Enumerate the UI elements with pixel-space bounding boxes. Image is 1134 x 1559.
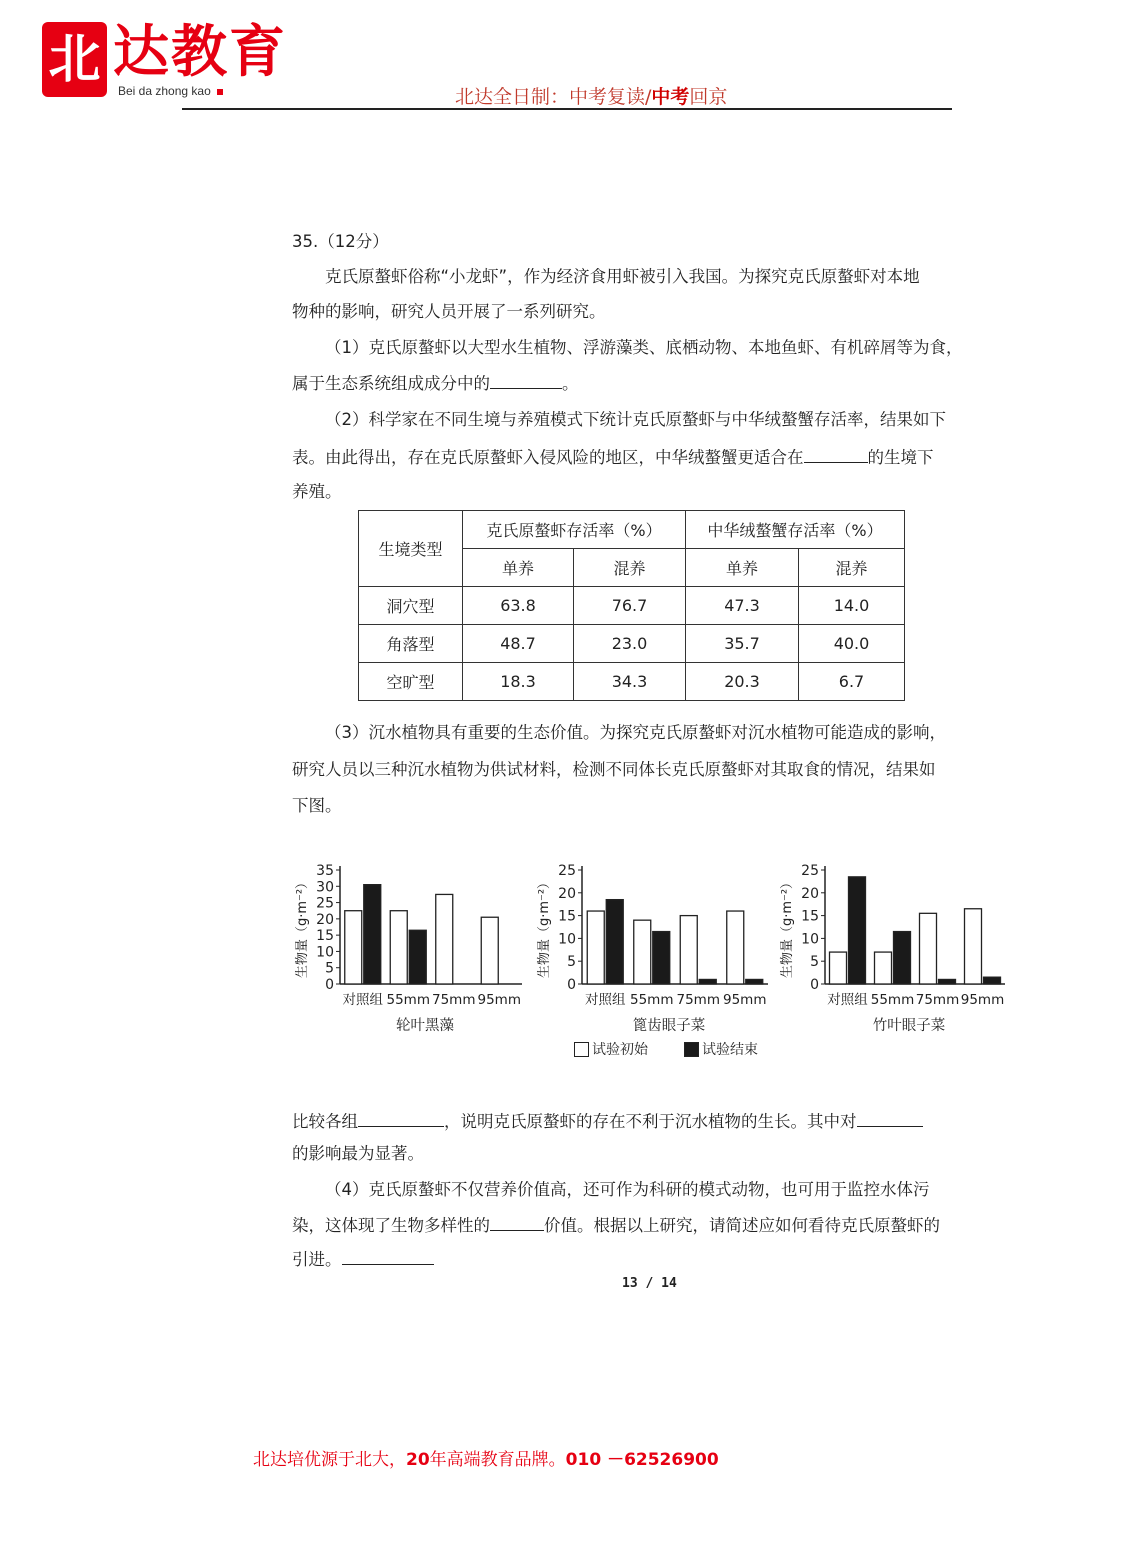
table-row bbox=[359, 625, 905, 663]
table-row bbox=[359, 663, 905, 701]
part3-line-4 bbox=[292, 1110, 923, 1132]
part3-text-a: 比较各组 bbox=[292, 1112, 358, 1131]
table-row-label: 角落型 bbox=[359, 625, 463, 663]
table-corner: 生境类型 bbox=[359, 511, 463, 587]
bar-end bbox=[409, 930, 426, 984]
part2-line-2 bbox=[292, 446, 934, 468]
part1-line-2 bbox=[292, 372, 579, 394]
chart-title: 轮叶黑藻 bbox=[396, 1018, 454, 1034]
part4-text-b: 价值。根据以上研究，请简述应如何看待克氏原螯虾的 bbox=[544, 1216, 940, 1235]
part4-line-2 bbox=[292, 1214, 940, 1236]
answer-blank-2[interactable] bbox=[804, 446, 868, 463]
biomass-charts bbox=[290, 860, 1010, 1070]
table-cell: 23.0 bbox=[574, 625, 686, 663]
bar-start bbox=[875, 952, 892, 984]
part1-line-1: （1）克氏原螯虾以大型水生植物、浮游藻类、底栖动物、本地鱼虾、有机碎屑等为食， bbox=[325, 338, 963, 357]
footer-text-b: 20 bbox=[406, 1450, 430, 1470]
y-tick-label: 0 bbox=[567, 977, 576, 993]
table-cell: 14.0 bbox=[799, 587, 905, 625]
part2-line-1: （2）科学家在不同生境与养殖模式下统计克氏原螯虾与中华绒螯蟹存活率，结果如下 bbox=[325, 410, 946, 429]
x-tick-label: 95mm bbox=[960, 992, 1005, 1008]
bar-end bbox=[894, 932, 911, 984]
bar-end bbox=[606, 900, 623, 984]
table-group-crayfish: 克氏原螯虾存活率（%） bbox=[463, 511, 686, 549]
table-subheader: 单养 bbox=[463, 549, 574, 587]
y-tick-label: 10 bbox=[801, 931, 819, 948]
table-cell: 6.7 bbox=[799, 663, 905, 701]
legend-label-start: 试验初始 bbox=[592, 1042, 648, 1058]
survival-rate-table bbox=[358, 510, 905, 701]
intro-line-1: 克氏原螯虾俗称“小龙虾”，作为经济食用虾被引入我国。为探究克氏原螯虾对本地 bbox=[325, 267, 920, 286]
logo-name: 达教育 bbox=[113, 20, 287, 85]
answer-blank-3[interactable] bbox=[358, 1110, 444, 1127]
legend-swatch-end bbox=[684, 1042, 699, 1057]
bar-end bbox=[699, 979, 716, 984]
part1-text: 属于生态系统组成成分中的 bbox=[292, 374, 490, 393]
x-tick-label: 75mm bbox=[676, 992, 720, 1008]
bar-end bbox=[746, 979, 763, 984]
table-cell: 63.8 bbox=[463, 587, 574, 625]
table-cell: 18.3 bbox=[463, 663, 574, 701]
logo-subtitle bbox=[118, 84, 223, 98]
y-tick-label: 15 bbox=[801, 908, 819, 925]
bar-end bbox=[364, 885, 381, 984]
x-tick-label: 对照组 bbox=[342, 992, 383, 1008]
x-tick-label: 55mm bbox=[870, 992, 915, 1008]
header-tagline bbox=[455, 82, 727, 109]
x-tick-label: 75mm bbox=[432, 992, 476, 1008]
table-cell: 48.7 bbox=[463, 625, 574, 663]
part4-line-3 bbox=[292, 1248, 434, 1270]
legend-swatch-start bbox=[574, 1042, 589, 1057]
part2-line-3: 养殖。 bbox=[292, 482, 342, 501]
footer-phone: 010 －62526900 bbox=[565, 1450, 719, 1470]
answer-blank-6[interactable] bbox=[342, 1248, 434, 1265]
bar-start bbox=[390, 911, 407, 984]
y-tick-label: 25 bbox=[801, 863, 819, 879]
y-tick-label: 25 bbox=[558, 863, 576, 879]
bar-end bbox=[653, 932, 670, 984]
bar-start bbox=[727, 911, 744, 984]
part3-text-b: ，说明克氏原螯虾的存在不利于沉水植物的生长。其中对 bbox=[444, 1112, 857, 1131]
x-tick-label: 95mm bbox=[723, 992, 767, 1008]
footer-text-a: 北达培优源于北大， bbox=[253, 1450, 406, 1470]
bar-start bbox=[634, 920, 651, 984]
y-tick-label: 10 bbox=[316, 944, 334, 961]
y-tick-label: 35 bbox=[316, 863, 334, 879]
chart-title: 竹叶眼子菜 bbox=[872, 1018, 946, 1034]
footer-slogan bbox=[253, 1445, 719, 1470]
y-tick-label: 20 bbox=[558, 885, 576, 902]
part4-text-c: 引进。 bbox=[292, 1250, 342, 1269]
table-row-label: 空旷型 bbox=[359, 663, 463, 701]
table-cell: 34.3 bbox=[574, 663, 686, 701]
y-tick-label: 0 bbox=[810, 977, 819, 993]
bar-start bbox=[587, 911, 604, 984]
y-tick-label: 15 bbox=[316, 928, 334, 945]
table-cell: 35.7 bbox=[686, 625, 799, 663]
x-tick-label: 55mm bbox=[386, 992, 430, 1008]
bar-start bbox=[345, 911, 362, 984]
chart-title: 篦齿眼子菜 bbox=[632, 1018, 706, 1034]
y-axis-label: 生物量（g·m⁻²） bbox=[537, 875, 552, 979]
bar-end bbox=[939, 979, 956, 984]
table-group-crab: 中华绒螯蟹存活率（%） bbox=[686, 511, 905, 549]
logo-subtitle-text: Bei da zhong kao bbox=[118, 84, 211, 98]
y-tick-label: 20 bbox=[801, 885, 819, 902]
part2-text: 表。由此得出，存在克氏原螯虾入侵风险的地区，中华绒螯蟹更适合在 bbox=[292, 448, 804, 467]
header-tagline-c: 回京 bbox=[689, 86, 728, 108]
bar-start bbox=[436, 894, 453, 984]
x-tick-label: 对照组 bbox=[585, 992, 626, 1008]
answer-blank-1[interactable] bbox=[490, 372, 562, 389]
y-tick-label: 20 bbox=[316, 911, 334, 928]
y-tick-label: 15 bbox=[558, 908, 576, 925]
table-cell: 76.7 bbox=[574, 587, 686, 625]
part2-text-b: 的生境下 bbox=[867, 448, 934, 467]
y-axis-label: 生物量（g·m⁻²） bbox=[295, 875, 310, 979]
table-subheader: 混养 bbox=[799, 549, 905, 587]
y-axis-label: 生物量（g·m⁻²） bbox=[780, 875, 795, 979]
part3-line-3: 下图。 bbox=[292, 796, 342, 815]
x-tick-label: 对照组 bbox=[827, 992, 868, 1008]
table-row-label: 洞穴型 bbox=[359, 587, 463, 625]
x-tick-label: 75mm bbox=[915, 992, 960, 1008]
page-number: 13 / 14 bbox=[622, 1276, 677, 1291]
y-tick-label: 5 bbox=[810, 954, 819, 971]
part4-line-1: （4）克氏原螯虾不仅营养价值高，还可作为科研的模式动物，也可用于监控水体污 bbox=[325, 1180, 930, 1199]
bar-end bbox=[984, 977, 1001, 984]
bar-start bbox=[920, 913, 937, 984]
y-tick-label: 0 bbox=[325, 977, 334, 993]
legend-label-end: 试验结束 bbox=[702, 1042, 758, 1058]
table-subheader: 混养 bbox=[574, 549, 686, 587]
table-cell: 20.3 bbox=[686, 663, 799, 701]
bar-end bbox=[849, 877, 866, 984]
x-tick-label: 95mm bbox=[477, 992, 521, 1008]
table-row bbox=[359, 587, 905, 625]
question-number: 35.（12分） bbox=[292, 232, 389, 251]
bar-start bbox=[680, 916, 697, 984]
part4-text-a: 染，这体现了生物多样性的 bbox=[292, 1216, 490, 1235]
answer-blank-4[interactable] bbox=[857, 1110, 923, 1127]
header-tagline-a: 北达全日制：中考复读/ bbox=[455, 86, 652, 108]
y-tick-label: 5 bbox=[325, 960, 334, 977]
y-tick-label: 10 bbox=[558, 931, 576, 948]
x-tick-label: 55mm bbox=[630, 992, 674, 1008]
header-divider bbox=[182, 108, 952, 110]
bar-start bbox=[830, 952, 847, 984]
header-tagline-b: 中考 bbox=[651, 86, 690, 108]
table-cell: 40.0 bbox=[799, 625, 905, 663]
y-tick-label: 25 bbox=[316, 895, 334, 912]
y-tick-label: 30 bbox=[316, 879, 334, 896]
logo-dot-icon bbox=[217, 89, 223, 95]
bar-start bbox=[481, 917, 498, 984]
table-subheader: 单养 bbox=[686, 549, 799, 587]
logo-mark-char: 北 bbox=[48, 30, 101, 90]
y-tick-label: 5 bbox=[567, 954, 576, 971]
part3-line-1: （3）沉水植物具有重要的生态价值。为探究克氏原螯虾对沉水植物可能造成的影响， bbox=[325, 723, 946, 742]
bar-start bbox=[965, 909, 982, 984]
logo-mark bbox=[42, 22, 107, 97]
footer-text-c: 年高端教育品牌。 bbox=[429, 1450, 566, 1470]
part3-line-5: 的影响最为显著。 bbox=[292, 1144, 424, 1163]
part1-end: 。 bbox=[562, 374, 579, 393]
answer-blank-5[interactable] bbox=[490, 1214, 544, 1231]
intro-line-2: 物种的影响，研究人员开展了一系列研究。 bbox=[292, 302, 606, 321]
part3-line-2: 研究人员以三种沉水植物为供试材料，检测不同体长克氏原螯虾对其取食的情况，结果如 bbox=[292, 760, 936, 779]
table-cell: 47.3 bbox=[686, 587, 799, 625]
